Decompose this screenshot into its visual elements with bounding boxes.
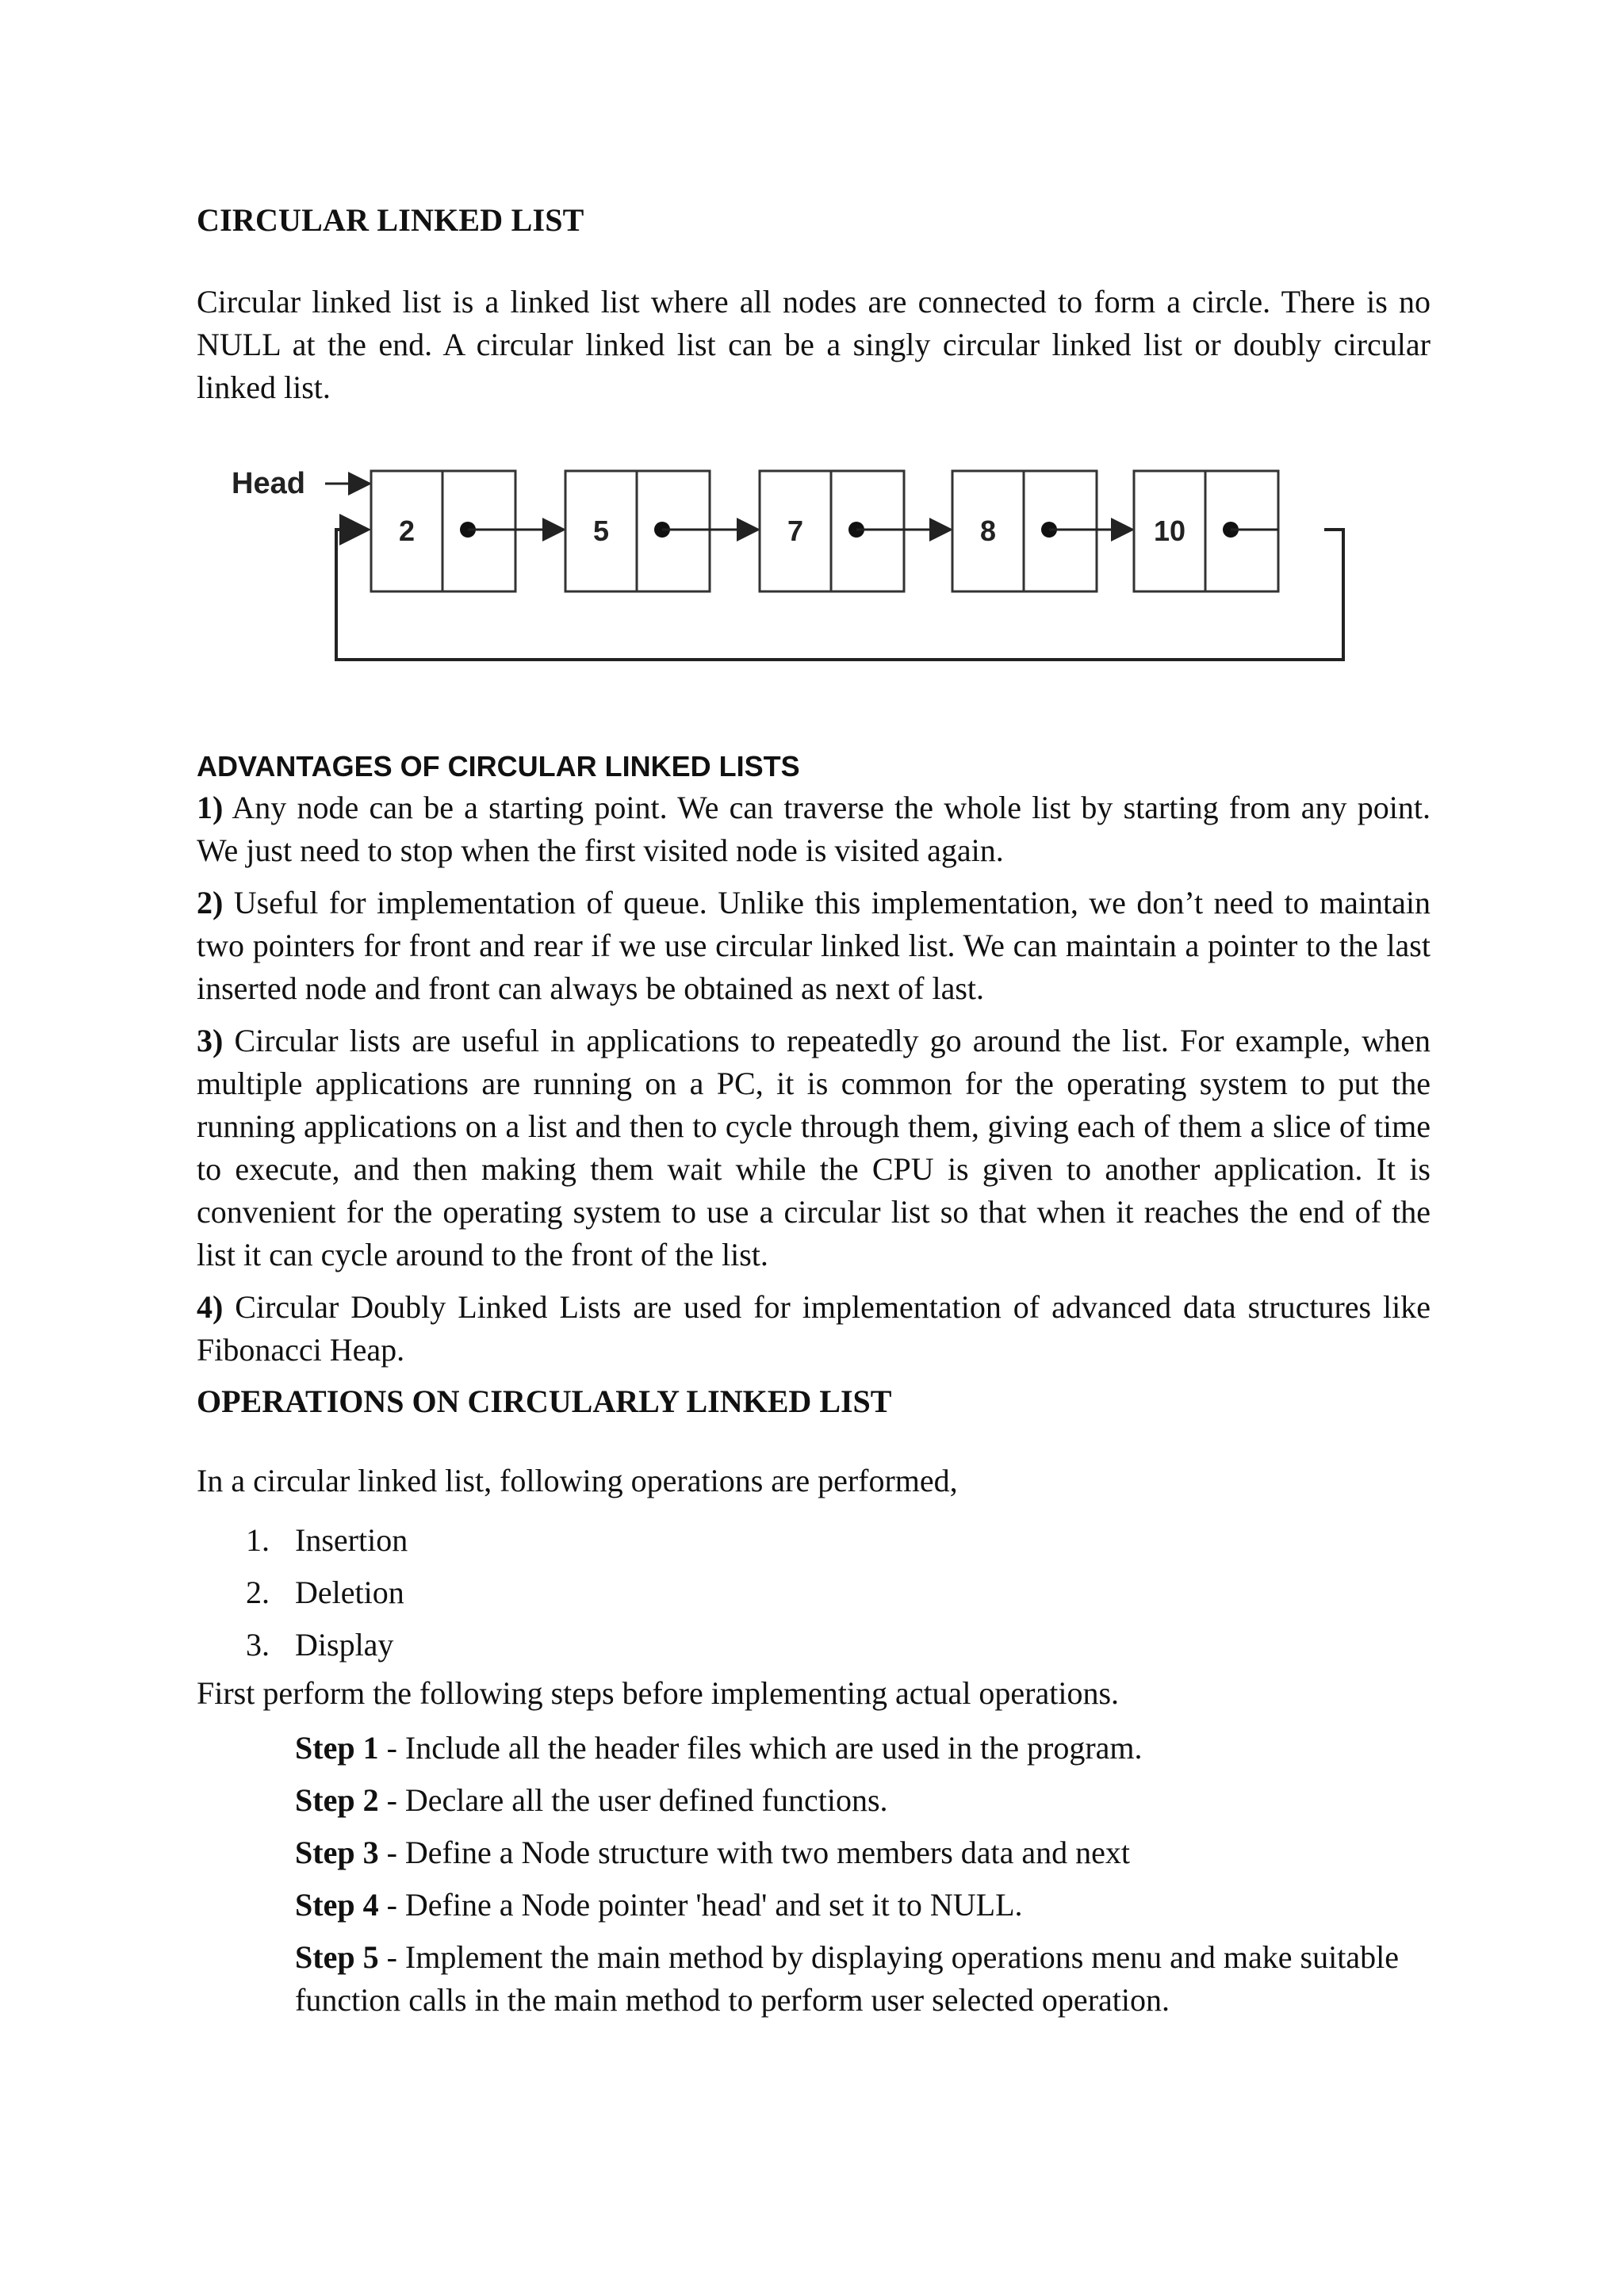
node-value: 5: [592, 515, 610, 547]
step-text: - Declare all the user defined functions.: [378, 1782, 888, 1818]
list-label: Insertion: [295, 1522, 408, 1558]
advantage-item: [197, 882, 1431, 1010]
node-pointer-cell: [831, 471, 904, 591]
advantages-heading: ADVANTAGES OF CIRCULAR LINKED LISTS: [197, 750, 800, 783]
intro-paragraph: Circular linked list is a linked list where all nodes are connected to form a circle. There is no NULL at the end. A circular linked list can be a singly circular linked list or doubly circular linked list.: [197, 284, 1431, 405]
advantage-text: Circular lists are useful in applications to repeatedly go around the list. For example, when multiple applications are running on a PC, it is common for the operating system to put the running applications on a list and then to cycle through them, giving each of them a slice of time to execute, and then making them wait while the CPU is given to another application. It is convenient for the operating system to use a circular list so that when it reaches the end of the list it can cycle around to the front of the list.: [197, 1023, 1431, 1272]
step-text: - Define a Node structure with two members data and next: [378, 1835, 1131, 1870]
step-text: - Define a Node pointer 'head' and set it to NULL.: [378, 1887, 1023, 1923]
advantage-number: 2): [197, 885, 224, 920]
operations-intro: In a circular linked list, following operations are performed,: [197, 1463, 958, 1498]
step-label: Step 1: [295, 1730, 379, 1766]
operations-heading: OPERATIONS ON CIRCULARLY LINKED LIST: [197, 1383, 892, 1419]
circular-linked-list-diagram: [228, 460, 1378, 666]
node-pointer-cell: [442, 471, 515, 591]
node-pointer-cell: [637, 471, 710, 591]
head-label: Head: [232, 467, 305, 500]
list-number: 3.: [246, 1627, 270, 1663]
list-item: [246, 1514, 408, 1567]
node-value: 8: [979, 515, 997, 547]
step-text: - Implement the main method by displaying operations menu and make suitable function calls in the main method to perform user selected operation.: [295, 1939, 1399, 2018]
node-value: 10: [1153, 515, 1186, 547]
list-node: [565, 471, 758, 591]
step-label: Step 5: [295, 1939, 379, 1975]
step-item: [295, 1831, 1431, 1874]
node-value: 7: [787, 515, 804, 547]
list-node: [371, 471, 564, 591]
step-item: [295, 1884, 1431, 1927]
list-node: [1134, 471, 1278, 591]
advantage-text: Useful for implementation of queue. Unlike this implementation, we don’t need to maintain two pointers for front and rear if we use circular linked list. We can maintain a pointer to the last inserted node and front can always be obtained as next of last.: [197, 885, 1431, 1006]
node-value: 2: [398, 515, 416, 547]
step-item: [295, 1936, 1431, 2022]
operations-list: [246, 1514, 408, 1671]
advantages-list: [197, 786, 1431, 1381]
step-label: Step 4: [295, 1887, 379, 1923]
list-node: [952, 471, 1132, 591]
step-item: [295, 1727, 1431, 1770]
page-title: CIRCULAR LINKED LIST: [197, 202, 584, 238]
advantage-text: Circular Doubly Linked Lists are used for implementation of advanced data structures like Fibonacci Heap.: [197, 1289, 1431, 1368]
advantage-number: 4): [197, 1289, 224, 1325]
steps-list: [295, 1727, 1431, 2031]
steps-intro: First perform the following steps before implementing actual operations.: [197, 1675, 1120, 1711]
node-pointer-cell: [1024, 471, 1097, 591]
advantage-item: [197, 786, 1431, 872]
list-item: [246, 1619, 408, 1671]
nodes-group: [371, 471, 1278, 591]
step-label: Step 3: [295, 1835, 379, 1870]
advantage-number: 3): [197, 1023, 224, 1058]
advantage-item: [197, 1286, 1431, 1372]
step-text: - Include all the header files which are used in the program.: [378, 1730, 1143, 1766]
list-number: 1.: [246, 1522, 270, 1558]
list-item: [246, 1567, 408, 1619]
step-label: Step 2: [295, 1782, 379, 1818]
advantage-text: Any node can be a starting point. We can traverse the whole list by starting from any point. We just need to stop when the first visited node is visited again.: [197, 790, 1431, 868]
step-item: [295, 1779, 1431, 1822]
node-pointer-cell: [1205, 471, 1278, 591]
advantage-number: 1): [197, 790, 224, 825]
list-label: Display: [295, 1627, 394, 1663]
list-label: Deletion: [295, 1575, 404, 1610]
advantage-item: [197, 1020, 1431, 1276]
list-number: 2.: [246, 1575, 270, 1610]
list-node: [760, 471, 951, 591]
